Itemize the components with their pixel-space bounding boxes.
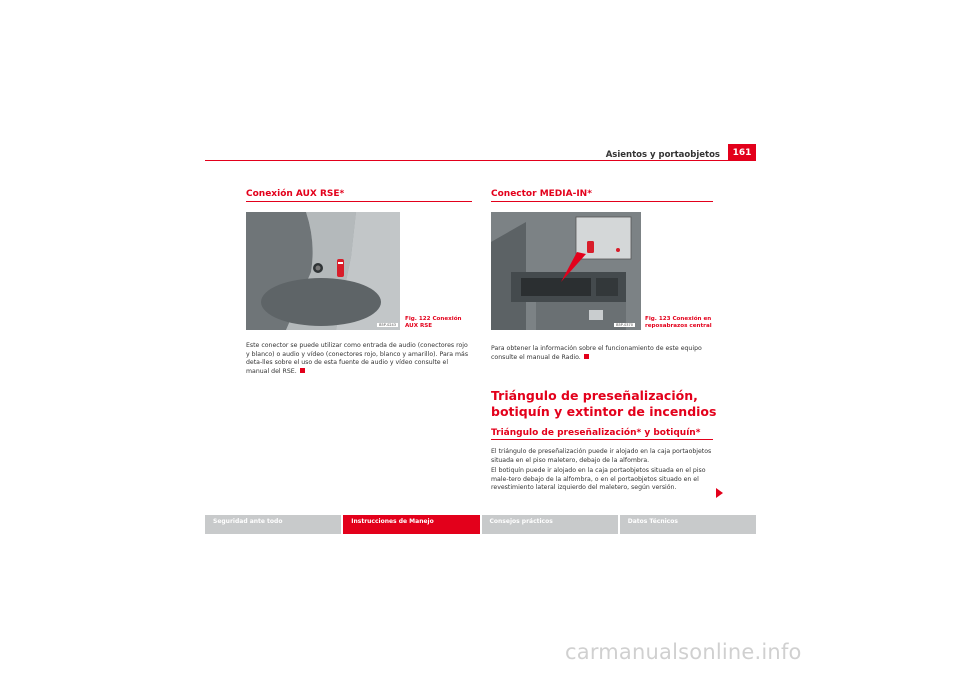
section-rule — [246, 201, 472, 202]
media-in-body — [491, 345, 715, 364]
section-title-media-in: Conector MEDIA-IN* — [491, 189, 592, 199]
end-of-section-mark — [584, 354, 589, 359]
aux-rse-body — [246, 342, 472, 378]
figure-code: B5P-0243 — [379, 323, 396, 327]
tab-datos[interactable]: Datos Técnicos — [620, 515, 756, 534]
media-in-body-text: Para obtener la información sobre el funcionamiento de este equipo consulte el manual de Radio. — [491, 345, 702, 361]
figure-code: B5P-0370 — [616, 323, 633, 327]
end-of-section-mark — [300, 368, 305, 373]
subsection-title-triangle: Triángulo de preseñalización* y botiquín* — [491, 428, 701, 438]
figure-122-caption: Fig. 122 Conexión AUX RSE — [405, 316, 462, 330]
section-rule — [491, 439, 713, 440]
paragraph: El triángulo de preseñalización puede ir alojado en la caja portaobjetos situada en el piso maletero, debajo de la alfombra. — [491, 448, 712, 464]
footer-navigation — [205, 515, 756, 534]
running-header-title: Asientos y portaobjetos — [605, 150, 720, 160]
main-title-triangle-kit: Triángulo de preseñalización, botiquín y extintor de incendios — [491, 388, 717, 419]
section-rule — [491, 201, 713, 202]
tab-consejos[interactable]: Consejos prácticos — [482, 515, 618, 534]
figure-123-image — [491, 212, 641, 330]
tab-instrucciones[interactable]: Instrucciones de Manejo — [343, 515, 479, 534]
aux-connector-illustration — [246, 212, 400, 330]
tab-seguridad[interactable]: Seguridad ante todo — [205, 515, 341, 534]
figure-122-image — [246, 212, 400, 330]
section-title-aux-rse: Conexión AUX RSE* — [246, 189, 345, 199]
armrest-connector-illustration — [491, 212, 641, 330]
watermark: carmanualsonline.info — [565, 640, 802, 664]
continue-arrow-icon — [716, 488, 723, 498]
paragraph: El botiquín puede ir alojado en la caja portaobjetos situada en el piso male-tero debajo de la alfombra, o en el portaobjetos situado en el revestimiento lateral izquierdo del maletero, según versión. — [491, 467, 706, 492]
figure-123-caption: Fig. 123 Conexión en reposabrazos central — [645, 316, 712, 330]
aux-rse-body-text: Este conector se puede utilizar como entrada de audio (conectores rojo y blanco) o audio y vídeo (conectores rojo, blanco y amarillo). Para más deta-lles sobre el uso de esta fuente de audio y vídeo consulte el manual del RSE. — [246, 342, 469, 375]
header-rule — [205, 160, 756, 161]
triangle-body — [491, 448, 715, 495]
page-number: 161 — [728, 144, 756, 160]
